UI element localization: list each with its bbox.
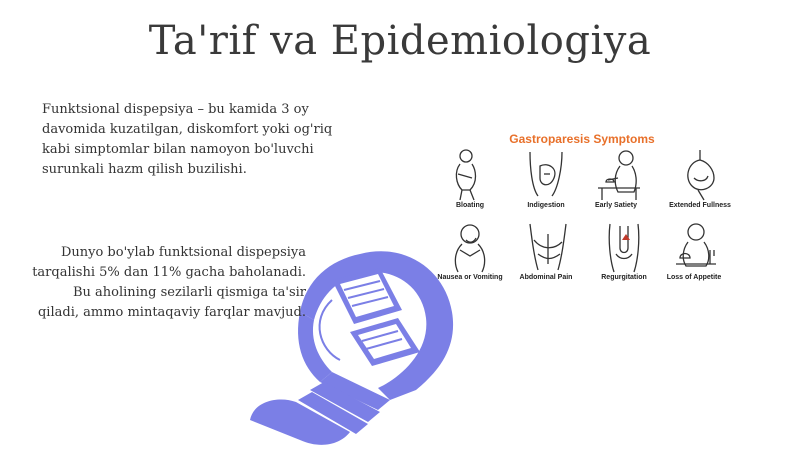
symptom-early-satiety bbox=[576, 148, 656, 218]
gastroparesis-symptoms-figure bbox=[432, 128, 772, 288]
symptom-regurgitation bbox=[584, 220, 664, 290]
symptom-label: Abdominal Pain bbox=[519, 274, 573, 281]
regurgitation-icon bbox=[602, 220, 646, 274]
symptom-label: Extended Fullness bbox=[669, 202, 731, 209]
symptom-loss-of-appetite bbox=[654, 220, 734, 290]
abdominal-pain-icon bbox=[524, 220, 572, 274]
slide-title: Ta'rif va Epidemiologiya bbox=[148, 18, 652, 64]
early-satiety-icon bbox=[594, 148, 644, 202]
epidemiology-paragraph: Dunyo bo'ylab funktsional dispepsiya tarqalishi 5% dan 11% gacha baholanadi. Bu aholining sezilarli qismiga ta'sir qiladi, ammo mintaqaviy farqlar mavjud. bbox=[32, 245, 306, 320]
symptom-extended-fullness bbox=[660, 148, 740, 218]
symptom-label: Indigestion bbox=[527, 202, 565, 209]
indigestion-icon bbox=[524, 148, 568, 202]
extended-fullness-icon bbox=[678, 148, 722, 202]
bloating-icon bbox=[448, 148, 492, 202]
symptom-nausea bbox=[430, 220, 510, 290]
symptom-label: Regurgitation bbox=[601, 274, 647, 281]
symptom-bloating bbox=[430, 148, 510, 218]
loss-of-appetite-icon bbox=[672, 220, 720, 274]
symptom-label: Bloating bbox=[456, 202, 484, 209]
symptom-label: Early Satiety bbox=[594, 202, 638, 209]
nausea-icon bbox=[448, 220, 492, 274]
symptoms-figure-title: Gastroparesis Symptoms bbox=[509, 132, 655, 146]
definition-paragraph: Funktsional dispepsiya – bu kamida 3 oy davomida kuzatilgan, diskomfort yoki og'riq kabi simptomlar bilan namoyon bo'luvchi surunkali hazm qilish buzilishi. bbox=[42, 102, 333, 177]
symptom-label: Nausea or Vomiting bbox=[437, 274, 503, 281]
symptom-indigestion bbox=[506, 148, 586, 218]
symptom-label: Loss of Appetite bbox=[666, 274, 722, 281]
symptom-abdominal-pain bbox=[506, 220, 586, 290]
